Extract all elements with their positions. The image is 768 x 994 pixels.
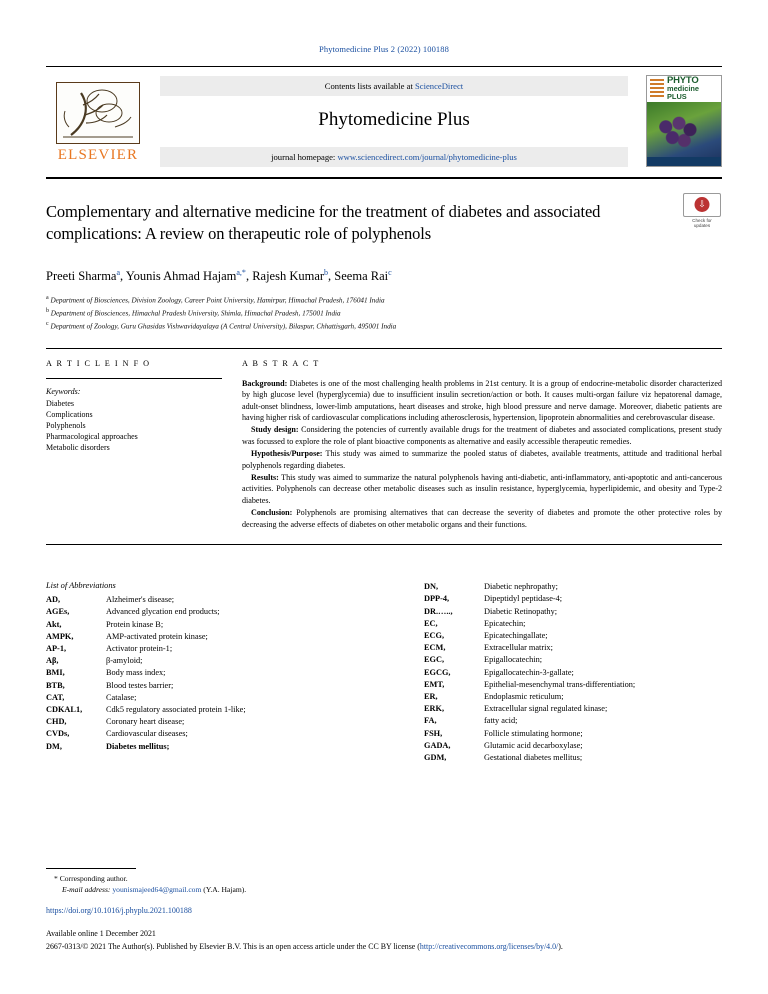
corresponding-author-note: [46, 873, 722, 884]
author-0-name: Preeti Sharma: [46, 269, 117, 284]
affiliation-b: [46, 306, 722, 319]
author-1[interactable]: [126, 269, 246, 283]
sciencedirect-link[interactable]: ScienceDirect: [415, 80, 464, 91]
author-3-sup: c: [388, 268, 392, 277]
contents-prefix: Contents lists available at: [324, 80, 415, 91]
crossmark-label-1: Check for: [692, 218, 712, 223]
affiliation-c-sup: c: [46, 320, 49, 327]
abbrev-value: Cdk5 regulatory associated protein 1-like;: [106, 704, 246, 714]
author-1-sup: a,*: [236, 268, 246, 277]
abbrev-key: CHD,: [46, 717, 67, 727]
abbrev-row: [424, 593, 722, 605]
abbrev-row: [424, 642, 722, 654]
abbrev-value: Epicatechin;: [484, 618, 526, 628]
abbrev-key: GDM,: [424, 752, 447, 762]
title-area: [46, 201, 722, 332]
abbrev-key: Akt,: [46, 619, 62, 629]
abbrev-value: Epigallocatechin;: [484, 655, 543, 665]
homepage-prefix: journal homepage:: [271, 151, 338, 162]
abbrev-row: [46, 655, 384, 667]
journal-title: Phytomedicine Plus: [318, 108, 470, 130]
abstract-label-3: Results:: [251, 473, 279, 483]
abbrev-key: ERK,: [424, 704, 445, 714]
abbrev-value: β-amyloid;: [106, 656, 143, 666]
abbrev-key: AP-1,: [46, 643, 67, 653]
copyright-line: [46, 941, 722, 952]
elsevier-tree-icon: [56, 82, 140, 144]
abbrev-row: [46, 704, 384, 716]
abbrev-key: CDKAL1,: [46, 704, 83, 714]
abstract-paragraph-0: [242, 378, 722, 424]
abbrev-row: [46, 619, 384, 631]
available-online: Available online 1 December 2021: [46, 929, 156, 938]
abstract-label-0: Background:: [242, 378, 288, 388]
abbreviations-title: List of Abbreviations: [46, 581, 116, 591]
abstract-text-0: Diabetes is one of the most challenging health problems in 21st century. It is a group of endocrine-metabolic disorder characterized by high glucose level (hyperglycemia) due to insufficient insulin secretion/action or both. It causes multi-organ failure viz hepatorenal damage, adult-onset blindness, lower-limb amputations, heart diseases and stroke, high blood pressure and nerve damage. Moreover, diabetic patients are having higher risk of cardiovascular complications including atherosclerosis, hypertension, lipoprotein abnormalities and cerebrovascular disease.: [242, 378, 722, 423]
doi-link[interactable]: https://doi.org/10.1016/j.phyplu.2021.100188: [46, 906, 192, 915]
abbrev-value: Glutamic acid decarboxylase;: [484, 740, 583, 750]
abstract-paragraph-1: [242, 424, 722, 447]
abbrev-key: EC,: [424, 618, 438, 628]
author-1-name: Younis Ahmad Hajam: [125, 269, 237, 284]
journal-homepage-line: [160, 147, 628, 167]
author-3[interactable]: [334, 269, 391, 283]
cover-title-line3: PLUS: [667, 92, 687, 101]
abbrev-row: [46, 594, 384, 606]
abbrev-key: AGEs,: [46, 607, 70, 617]
affiliation-b-sup: b: [46, 308, 49, 315]
abbrev-list-left: [46, 594, 384, 753]
abbrev-value: Diabetes mellitus;: [106, 741, 170, 751]
abstract-label-2: Hypothesis/Purpose:: [251, 449, 323, 459]
affiliation-a: [46, 293, 722, 306]
abbrev-row: [46, 692, 384, 704]
abstract-paragraph-4: [242, 507, 722, 530]
abbrev-key: ECG,: [424, 630, 445, 640]
abbrev-row: [424, 728, 722, 740]
abbrev-row: [46, 643, 384, 655]
abstract-label-1: Study design:: [251, 425, 299, 435]
abbrev-key: EGCG,: [424, 667, 451, 677]
cover-artwork: [647, 102, 721, 166]
abbrev-row: [46, 680, 384, 692]
abbrev-key: DPP-4,: [424, 594, 450, 604]
author-2-sup: b: [324, 268, 329, 277]
crossmark-label-2: updates: [693, 223, 711, 228]
abbrev-value: Dipeptidyl peptidase-4;: [484, 594, 563, 604]
affiliation-a-sup: a: [46, 295, 49, 302]
keywords-label: Keywords:: [46, 386, 81, 396]
journal-center-block: [150, 76, 638, 167]
crossmark-badge[interactable]: ⇩ Check for updates: [682, 193, 722, 225]
email-link[interactable]: younismajeed64@gmail.com: [112, 885, 202, 894]
abbrev-row: [424, 581, 722, 593]
page-title: Complementary and alternative medicine for the treatment of diabetes and associated complications: A review on therapeutic role of polyphenols: [46, 202, 601, 243]
abstract-paragraph-3: [242, 472, 722, 506]
abbrev-row: [46, 631, 384, 643]
abbrev-row: [424, 715, 722, 727]
page-footer: [46, 868, 722, 952]
abbrev-key: Aβ,: [46, 656, 59, 666]
abstract-text-2: This study was aimed to summarize the pooled status of diabetes, available treatments, attitude and traditional herbal polyphenols regarding diabetes.: [242, 449, 722, 470]
author-list: Preeti Sharma$^a$, Younis Ahmad Hajam$^{a,*}$, Rajesh Kumar$^b$, Seema Rai$^c$: [46, 268, 392, 284]
abbrev-row: [424, 691, 722, 703]
abbrev-key: CVDs,: [46, 729, 70, 739]
article-info-heading: A R T I C L E I N F O: [46, 358, 151, 368]
cover-title-line1: PHYTO: [667, 75, 699, 86]
abbrev-row: [46, 667, 384, 679]
abbrev-row: [424, 679, 722, 691]
abbreviations-left-column: [46, 581, 384, 764]
abbrev-key: DM,: [46, 741, 62, 751]
author-3-name: Seema Rai: [334, 269, 389, 284]
journal-homepage-link[interactable]: www.sciencedirect.com/journal/phytomedicine-plus: [337, 151, 517, 162]
abbrev-row: [46, 728, 384, 740]
abbrev-key: FA,: [424, 716, 437, 726]
elsevier-wordmark: ELSEVIER: [57, 147, 139, 163]
abbrev-row: [424, 654, 722, 666]
abbrev-value: Blood testes barrier;: [106, 680, 174, 690]
email-note: [46, 884, 722, 895]
abstract-column: [242, 359, 722, 530]
corresponding-author-text: * Corresponding author.: [54, 874, 128, 883]
abbrev-key: DN,: [424, 582, 439, 592]
abbrev-value: Follicle stimulating hormone;: [484, 728, 583, 738]
abbrev-row: [46, 741, 384, 753]
abbrev-value: Endoplasmic reticulum;: [484, 691, 564, 701]
keyword-1: Complications: [46, 409, 93, 419]
journal-masthead: [46, 66, 722, 179]
abbrev-key: ECM,: [424, 643, 446, 653]
affiliation-c-text: Department of Zoology, Guru Ghasidas Vishwavidayalaya (A Central University), Bilaspur, Chhattisgarh, 495001 India: [50, 322, 397, 331]
contents-list-line: [160, 76, 628, 96]
keyword-0: Diabetes: [46, 398, 74, 408]
abbrev-value: Epithelial-mesenchymal trans-differentiation;: [484, 679, 636, 689]
email-suffix: (Y.A. Hajam).: [203, 885, 247, 894]
doi-link-wrap: [46, 905, 722, 916]
abbrev-key: GADA,: [424, 740, 451, 750]
running-head: Phytomedicine Plus 2 (2022) 100188: [319, 44, 449, 54]
abbrev-key: BTB,: [46, 680, 65, 690]
copyright-post: ).: [558, 942, 563, 951]
abbrev-row: [424, 606, 722, 618]
abbreviations-right-column: [384, 581, 722, 764]
abbrev-value: Extracellular matrix;: [484, 643, 553, 653]
abbrev-value: Catalase;: [106, 692, 137, 702]
abbrev-value: Advanced glycation end products;: [106, 607, 220, 617]
abbrev-value: Alzheimer's disease;: [106, 595, 175, 605]
abbrev-value: Epigallocatechin-3-gallate;: [484, 667, 574, 677]
affiliations: [46, 293, 722, 332]
keyword-2: Polyphenols: [46, 420, 86, 430]
grapes-icon: [657, 116, 701, 152]
abbrev-key: BMI,: [46, 668, 65, 678]
info-abstract-section: [46, 349, 722, 530]
abbrev-key: AMPK,: [46, 631, 74, 641]
author-2-name: Rajesh Kumar: [252, 269, 325, 284]
cover-title-line2: medicine: [667, 84, 700, 93]
abstract-body: [242, 378, 722, 530]
journal-cover-thumbnail[interactable]: [646, 75, 722, 167]
abbrev-value: Diabetic nephropathy;: [484, 582, 558, 592]
abbrev-key: AD,: [46, 595, 61, 605]
abbrev-value: Body mass index;: [106, 668, 166, 678]
abbrev-value: Extracellular signal regulated kinase;: [484, 704, 608, 714]
abbrev-row: [424, 667, 722, 679]
affiliation-b-text: Department of Biosciences, Himachal Pradesh University, Shimla, Himachal Pradesh, 175001 India: [50, 309, 341, 318]
abstract-paragraph-2: [242, 448, 722, 471]
abstract-text-4: Polyphenols are promising alternatives that can decrease the severity of diabetes and promote the other protective roles by decreasing the adverse effects of diabetes on other metabolic organs and their functions.: [242, 508, 722, 529]
abbrev-value: Epicatechingallate;: [484, 630, 548, 640]
abbrev-list-right: [424, 581, 722, 764]
keywords-list: [46, 398, 224, 453]
abstract-label-4: Conclusion:: [251, 508, 293, 518]
affiliation-a-text: Department of Biosciences, Division Zoology, Career Point University, Hamirpur, Himachal Pradesh, 176041 India: [50, 296, 385, 305]
abbrev-row: [424, 740, 722, 752]
abstract-heading: A B S T R A C T: [242, 358, 320, 368]
abbrev-key: CAT,: [46, 692, 65, 702]
elsevier-logo: [46, 78, 150, 164]
abbrev-value: Cardiovascular diseases;: [106, 729, 188, 739]
keyword-4: Metabolic disorders: [46, 442, 110, 452]
abbrev-value: Diabetic Retinopathy;: [484, 606, 558, 616]
author-0[interactable]: [46, 269, 120, 283]
abbrev-value: Coronary heart disease;: [106, 717, 185, 727]
abbreviations-section: [46, 581, 722, 764]
author-0-sup: a: [116, 268, 121, 277]
abbrev-key: ER,: [424, 691, 438, 701]
abbrev-key: DR.…..,: [424, 606, 453, 616]
abbrev-row: [424, 618, 722, 630]
abbrev-key: EMT,: [424, 679, 445, 689]
abbrev-row: [424, 752, 722, 764]
keyword-3: Pharmacological approaches: [46, 431, 138, 441]
abbrev-value: Activator protein-1;: [106, 643, 173, 653]
article-info-column: [46, 359, 242, 530]
abbrev-value: fatty acid;: [484, 716, 518, 726]
copyright-pre: 2667-0313/© 2021 The Author(s). Published by Elsevier B.V. This is an open access article under the CC BY license (: [46, 942, 420, 951]
email-label: E-mail address:: [62, 885, 111, 894]
affiliation-c: [46, 319, 722, 332]
abbrev-row: [424, 630, 722, 642]
abbrev-key: FSH,: [424, 728, 443, 738]
abstract-text-3: This study was aimed to summarize the natural polyphenols having anti-diabetic, anti-inflammatory, anti-apoptotic and anti-cancerous activities. Polyphenols can decrease other metabolic diseases such as insulin resistance, hyperglycemia, hyperlipidemic, and obesity and Type-2 diabetes.: [242, 473, 722, 505]
cover-barcode-icon: [650, 79, 664, 97]
author-2[interactable]: [252, 269, 328, 283]
abbrev-row: [424, 703, 722, 715]
abbrev-row: [46, 606, 384, 618]
abstract-text-1: Considering the potencies of currently available drugs for the treatment of diabetes and associated complications, present study was focussed to explore the role of plant bioactive components as alternative and easily accessible therapeutic remedies.: [242, 425, 722, 446]
abbrev-value: Protein kinase B;: [106, 619, 164, 629]
cc-license-link[interactable]: http://creativecommons.org/licenses/by/4.0/: [419, 942, 559, 951]
abbrev-key: EGC,: [424, 655, 445, 665]
abbrev-value: AMP-activated protein kinase;: [106, 631, 208, 641]
abbrev-row: [46, 716, 384, 728]
abbrev-value: Gestational diabetes mellitus;: [484, 752, 583, 762]
